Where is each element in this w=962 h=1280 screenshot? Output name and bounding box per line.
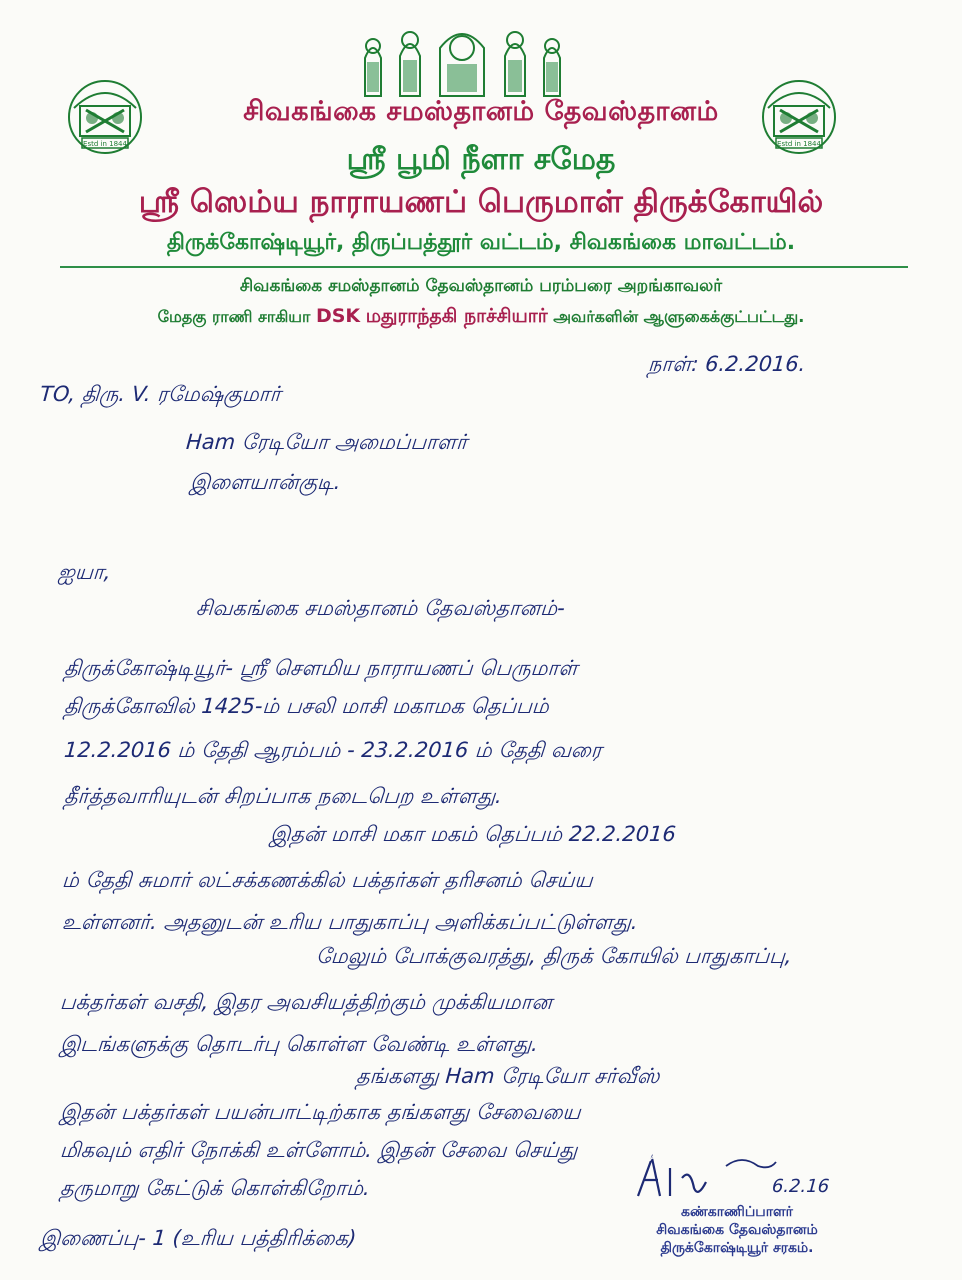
body-line: இதன் பக்தர்கள் பயன்பாட்டிற்காக தங்களது சேவையை — [59, 1100, 582, 1124]
salutation: ஐயா, — [57, 560, 112, 584]
letter-date: நாள்: 6.2.2016. — [647, 352, 807, 376]
letterhead-bhoomi-neela: ஸ்ரீ பூமி நீளா சமேத — [346, 142, 616, 177]
body-line: மிகவும் எதிர் நோக்கி உள்ளோம். இதன் சேவை செய்து — [59, 1138, 579, 1162]
letterhead-temple-name: ஸ்ரீ ஸெம்ய நாராயணப் பெருமாள் திருக்கோயில் — [138, 184, 824, 220]
body-line: உள்ளனர். அதனுடன் உரிய பாதுகாப்பு அளிக்கப்பட்டுள்ளது. — [61, 910, 639, 934]
letter-subject: சிவகங்கை சமஸ்தானம் தேவஸ்தானம்- — [195, 596, 566, 620]
recipient-place: இளையான்குடி. — [189, 470, 342, 494]
signature-date: 6.2.16 — [771, 1176, 830, 1197]
administration-name: மதுராந்தகி நாச்சியார் — [365, 305, 548, 327]
administration-suffix: அவர்களின் ஆளுகைக்குட்பட்டது. — [553, 307, 805, 326]
seal-title: கண்காணிப்பாளர் — [681, 1204, 793, 1220]
letterhead-address: திருக்கோஷ்டியூர், திருப்பத்தூர் வட்டம், சிவகங்கை மாவட்டம். — [166, 230, 796, 255]
administration-prefix: மேதகு ராணி சாகியா — [157, 307, 311, 326]
office-seal — [622, 1204, 852, 1258]
recipient-title: Ham ரேடியோ அமைப்பாளர் — [185, 430, 469, 454]
body-line: தருமாறு கேட்டுக் கொள்கிறோம். — [59, 1176, 371, 1200]
enclosure-note: இணைப்பு- 1 (உரிய பத்திரிக்கை) — [39, 1226, 358, 1250]
body-line: திருக்கோவில் 1425-ம் பசலி மாசி மகாமக தெப்பம் — [63, 694, 550, 718]
body-line: 12.2.2016 ம் தேதி ஆரம்பம் - 23.2.2016 ம் தேதி வரை — [63, 738, 603, 762]
body-line: பக்தர்கள் வசதி, இதர அவசியத்திற்கும் முக்கியமான — [59, 990, 554, 1014]
seal-region: திருக்கோஷ்டியூர் சரகம். — [660, 1240, 814, 1256]
deities-illustration — [355, 18, 570, 100]
body-line: இதன் மாசி மகா மகம் தெப்பம் 22.2.2016 — [269, 822, 677, 846]
emblem-right-text: Estd in 1844 — [777, 140, 821, 148]
letterhead-devasthanam: சிவகங்கை சமஸ்தானம் தேவஸ்தானம் — [243, 96, 719, 127]
administration-dsk: DSK — [315, 305, 361, 327]
recipient-name: TO, திரு. V. ரமேஷ்குமார் — [39, 382, 282, 406]
body-line: மேலும் போக்குவரத்து, திருக் கோயில் பாதுகாப்பு, — [315, 944, 793, 968]
body-line: தங்களது Ham ரேடியோ சர்வீஸ் — [355, 1064, 661, 1088]
letterhead-trustee-line: சிவகங்கை சமஸ்தானம் தேவஸ்தானம் பரம்பரை அறங்காவலர் — [239, 276, 723, 296]
header-divider — [60, 266, 908, 268]
letterhead-administration-line — [0, 305, 962, 330]
signature-initials: A.N. — [649, 1150, 676, 1164]
body-line: ம் தேதி சுமார் லட்சக்கணக்கில் பக்தர்கள் தரிசனம் செய்ய — [61, 868, 594, 892]
body-line: திருக்கோஷ்டியூர்- ஸ்ரீ சௌமிய நாராயணப் பெருமாள் — [63, 656, 579, 680]
body-line: இடங்களுக்கு தொடர்பு கொள்ள வேண்டி உள்ளது. — [59, 1032, 539, 1056]
seal-devasthanam: சிவகங்கை தேவஸ்தானம் — [656, 1222, 818, 1238]
body-line: தீர்த்தவாரியுடன் சிறப்பாக நடைபெற உள்ளது. — [63, 784, 503, 808]
emblem-left-text: Estd in 1844 — [83, 140, 127, 148]
